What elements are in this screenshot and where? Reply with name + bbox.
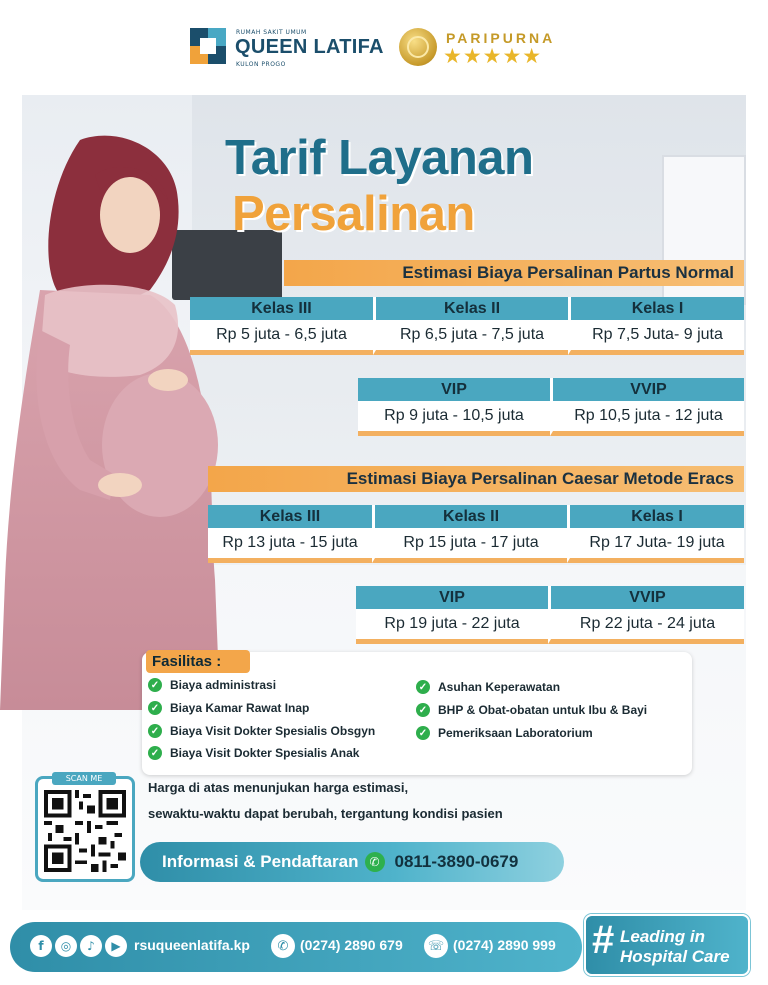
accreditation-medal-icon <box>399 28 437 66</box>
check-icon: ✓ <box>416 680 430 694</box>
facility-item: ✓ Biaya Visit Dokter Spesialis Anak <box>148 746 359 760</box>
caesar-row-1 <box>208 505 744 563</box>
instagram-icon[interactable]: ◎ <box>55 935 77 957</box>
facility-item: ✓ Biaya administrasi <box>148 678 276 692</box>
price-value: Rp 5 juta - 6,5 juta <box>190 320 373 350</box>
price-cell <box>358 378 550 436</box>
class-label: VIP <box>358 378 550 401</box>
check-icon: ✓ <box>416 703 430 717</box>
call-center-icon: ☏ <box>424 934 448 958</box>
price-value: Rp 17 Juta- 19 juta <box>570 528 744 558</box>
price-cell <box>548 586 744 644</box>
tagline-line-2: Hospital Care <box>620 947 730 966</box>
price-cell <box>550 378 744 436</box>
class-label: VVIP <box>553 378 744 401</box>
pregnant-woman-illustration <box>0 130 220 710</box>
phone-number-1[interactable]: (0274) 2890 679 <box>300 937 403 953</box>
whatsapp-icon: ✆ <box>365 852 385 872</box>
normal-row-2 <box>358 378 744 436</box>
social-handle[interactable]: rsuqueenlatifa.kp <box>134 937 250 953</box>
price-cell <box>372 505 567 563</box>
facility-item: ✓ Biaya Visit Dokter Spesialis Obsgyn <box>148 724 375 738</box>
class-label: Kelas II <box>376 297 568 320</box>
caesar-row-2 <box>356 586 744 644</box>
brand-small-text: RUMAH SAKIT UMUM <box>236 29 307 36</box>
brand-name: QUEEN LATIFA <box>235 36 384 58</box>
facilities-title: Fasilitas : <box>146 650 250 673</box>
caesar-section-banner: Estimasi Biaya Persalinan Caesar Metode Eracs <box>208 466 744 492</box>
class-label: VVIP <box>551 586 744 609</box>
price-value: Rp 9 juta - 10,5 juta <box>358 401 550 431</box>
price-cell <box>208 505 372 563</box>
price-note-line-1: Harga di atas menunjukan harga estimasi, <box>148 780 409 795</box>
qr-code-icon[interactable] <box>44 790 126 872</box>
registration-label: Informasi & Pendaftaran <box>162 852 359 871</box>
price-value: Rp 7,5 Juta- 9 juta <box>571 320 744 350</box>
price-cell <box>568 297 744 355</box>
facility-item: ✓ Biaya Kamar Rawat Inap <box>148 701 309 715</box>
class-label: Kelas III <box>208 505 372 528</box>
accreditation-stars: ★★★★★ <box>443 44 543 68</box>
facebook-icon[interactable]: f <box>30 935 52 957</box>
phone-number-2[interactable]: (0274) 2890 999 <box>453 937 556 953</box>
registration-info-pill[interactable] <box>140 842 564 882</box>
title-line-2: Persalinan <box>232 187 475 241</box>
brand-location: KULON PROGO <box>236 61 286 68</box>
price-cell <box>190 297 373 355</box>
price-cell <box>373 297 568 355</box>
class-label: Kelas I <box>570 505 744 528</box>
facility-item: ✓ BHP & Obat-obatan untuk Ibu & Bayi <box>416 703 647 717</box>
price-value: Rp 6,5 juta - 7,5 juta <box>376 320 568 350</box>
price-value: Rp 15 juta - 17 juta <box>375 528 567 558</box>
title-line-1: Tarif Layanan <box>225 131 534 185</box>
header <box>0 0 768 92</box>
accreditation-label: PARIPURNA <box>446 30 556 46</box>
price-value: Rp 19 juta - 22 juta <box>356 609 548 639</box>
price-value: Rp 22 juta - 24 juta <box>551 609 744 639</box>
class-label: Kelas II <box>375 505 567 528</box>
check-icon: ✓ <box>148 701 162 715</box>
price-cell <box>356 586 548 644</box>
qr-label: SCAN ME <box>52 772 116 785</box>
check-icon: ✓ <box>148 678 162 692</box>
price-note-line-2: sewaktu-waktu dapat berubah, tergantung kondisi pasien <box>148 806 503 821</box>
price-value: Rp 13 juta - 15 juta <box>208 528 372 558</box>
tiktok-icon[interactable]: ♪ <box>80 935 102 957</box>
check-icon: ✓ <box>416 726 430 740</box>
class-label: Kelas III <box>190 297 373 320</box>
tagline-line-1: Leading in <box>620 927 705 946</box>
facility-item: ✓ Asuhan Keperawatan <box>416 680 560 694</box>
price-cell <box>567 505 744 563</box>
check-icon: ✓ <box>148 746 162 760</box>
class-label: VIP <box>356 586 548 609</box>
phone-icon: ✆ <box>271 934 295 958</box>
price-value: Rp 10,5 juta - 12 juta <box>553 401 744 431</box>
tagline-hash: # <box>592 918 615 962</box>
hospital-logo-icon <box>188 26 228 66</box>
normal-section-banner: Estimasi Biaya Persalinan Partus Normal <box>284 260 744 286</box>
whatsapp-number[interactable]: 0811-3890-0679 <box>394 852 519 871</box>
youtube-icon[interactable]: ▶ <box>105 935 127 957</box>
class-label: Kelas I <box>571 297 744 320</box>
check-icon: ✓ <box>148 724 162 738</box>
normal-row-1 <box>190 297 744 355</box>
facility-item: ✓ Pemeriksaan Laboratorium <box>416 726 593 740</box>
